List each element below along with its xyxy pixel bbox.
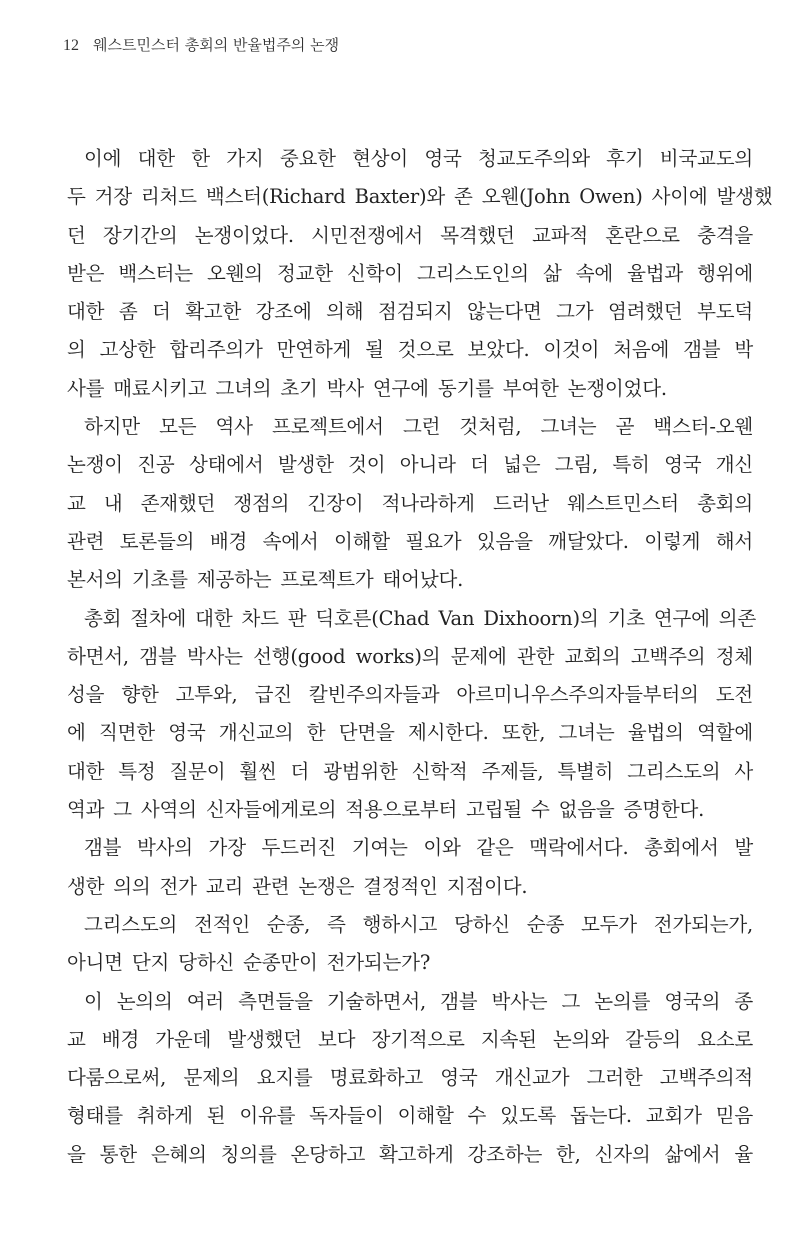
text-line: 본서의 기초를 제공하는 프로젝트가 태어났다.: [67, 568, 464, 592]
page-number: 12: [63, 37, 79, 54]
text-line: 아니면 단지 당하신 순종만이 전가되는가?: [67, 951, 431, 975]
paragraph: [67, 829, 753, 906]
text-line: 에 직면한 영국 개신교의 한 단면을 제시한다. 또한, 그녀는 율법의 역할에: [67, 721, 753, 745]
text-line: 역과 그 사역의 신자들에게로의 적용으로부터 고립될 수 없음을 증명한다.: [67, 798, 705, 822]
text-line: 하지만 모든 역사 프로젝트에서 그런 것처럼, 그녀는 곧 백스터-오웬: [84, 415, 753, 439]
text-line: 성을 향한 고투와, 급진 칼빈주의자들과 아르미니우스주의자들부터의 도전: [67, 683, 753, 707]
text-line: 받은 백스터는 오웬의 정교한 신학이 그리스도인의 삶 속에 율법과 행위에: [67, 261, 753, 285]
text-line: 을 통한 은혜의 칭의를 온당하고 확고하게 강조하는 한, 신자의 삶에서 율: [67, 1142, 753, 1166]
text-line: 그리스도의 전적인 순종, 즉 행하시고 당하신 순종 모두가 전가되는가,: [84, 912, 753, 936]
text-line: 이에 대한 한 가지 중요한 현상이 영국 청교도주의와 후기 비국교도의: [84, 147, 753, 170]
text-line: 교 배경 가운데 발생했던 보다 장기적으로 지속된 논의와 갈등의 요소로: [67, 1027, 753, 1051]
paragraph: [67, 600, 757, 830]
text-line: 의 고상한 합리주의가 만연하게 될 것으로 보았다. 이것이 처음에 갬블 박: [67, 338, 753, 362]
text-line: 총회 절차에 대한 차드 판 딕호른(Chad Van Dixhoorn)의 기초 연구에 의존: [84, 606, 757, 630]
text-line: 관련 토론들의 배경 속에서 이해할 필요가 있음을 깨달았다. 이렇게 해서: [67, 529, 753, 553]
running-header: [63, 34, 339, 55]
body-text: [67, 140, 773, 1174]
text-line: 형태를 취하게 된 이유를 독자들이 이해할 수 있도록 돕는다. 교회가 믿음: [67, 1104, 753, 1128]
paragraph: [67, 408, 753, 599]
text-line: 생한 의의 전가 교리 관련 논쟁은 결정적인 지점이다.: [67, 874, 528, 898]
text-line: 논쟁이 진공 상태에서 발생한 것이 아니라 더 넓은 그림, 특히 영국 개신: [67, 453, 753, 477]
text-line: 던 장기간의 논쟁이었다. 시민전쟁에서 목격했던 교파적 혼란으로 충격을: [67, 223, 753, 247]
text-line: 갬블 박사의 가장 두드러진 기여는 이와 같은 맥락에서다. 총회에서 발: [84, 836, 753, 860]
text-line: 대한 특정 질문이 훨씬 더 광범위한 신학적 주제들, 특별히 그리스도의 사: [67, 759, 753, 783]
text-line: 다룸으로써, 문제의 요지를 명료화하고 영국 개신교가 그러한 고백주의적: [67, 1066, 753, 1090]
text-line: 교 내 존재했던 쟁점의 긴장이 적나라하게 드러난 웨스트민스터 총회의: [67, 491, 753, 515]
running-title: 웨스트민스터 총회의 반율법주의 논쟁: [93, 36, 340, 54]
text-line: 두 거장 리처드 백스터(Richard Baxter)와 존 오웬(John Owen) 사이에 발생했: [67, 185, 773, 209]
paragraph: [67, 140, 773, 408]
paragraph: [67, 906, 753, 983]
text-line: 대한 좀 더 확고한 강조에 의해 점검되지 않는다면 그가 염려했던 부도덕: [67, 300, 753, 324]
paragraph: [67, 983, 753, 1174]
text-line: 사를 매료시키고 그녀의 초기 박사 연구에 동기를 부여한 논쟁이었다.: [67, 376, 667, 400]
text-line: 하면서, 갬블 박사는 선행(good works)의 문제에 관한 교회의 고백주의 정체: [67, 644, 753, 668]
text-line: 이 논의의 여러 측면들을 기술하면서, 갬블 박사는 그 논의를 영국의 종: [84, 989, 753, 1013]
